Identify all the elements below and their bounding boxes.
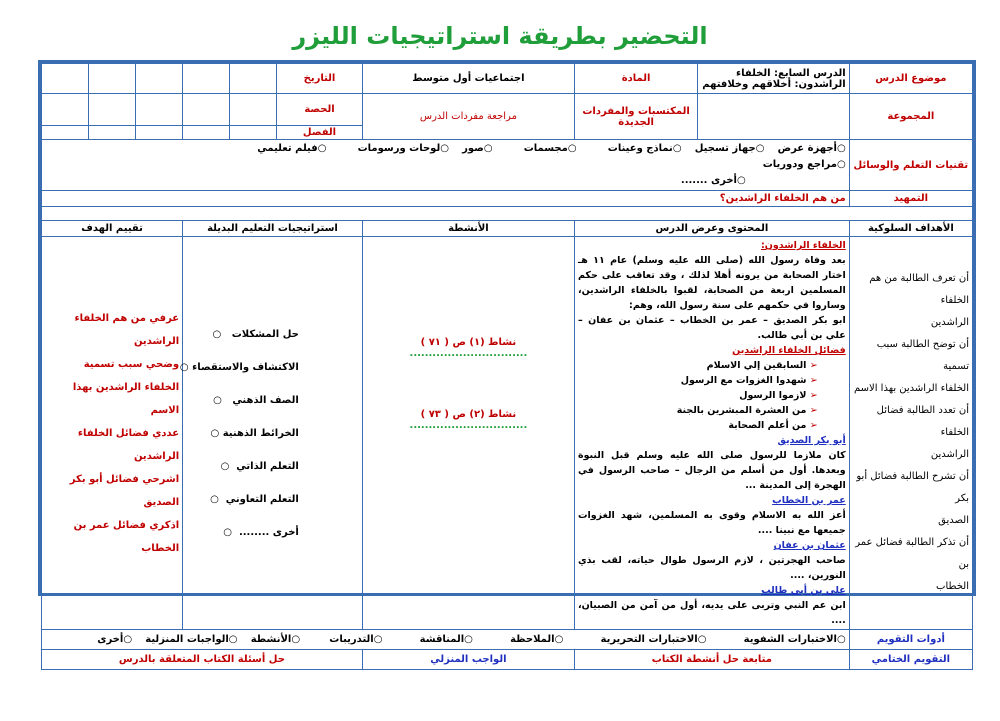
assessment-option[interactable]: ○الملاحظة (510, 634, 564, 645)
activities-cell (362, 237, 574, 630)
evaluation-line: عددي فضائل الخلفاء (77, 427, 180, 439)
col-activities: الأنشطة (362, 221, 574, 237)
intro-value: من هم الخلفاء الراشدين؟ (42, 191, 850, 207)
omar-title: عمر بن الخطاب (772, 495, 846, 506)
objective-line: الخلفاء الراشدين بهذا الاسم (853, 383, 969, 394)
strategy-option[interactable]: التعلم التعاوني ○ (210, 493, 299, 505)
virtue-item: ➢ من أعلم الصحابة (578, 418, 818, 433)
period-label: الحصة (277, 94, 363, 126)
objective-line: أن توضح الطالبة سبب تسمية (876, 339, 969, 372)
objective-line: الصديق (938, 515, 969, 526)
vocab-label: المكتسبات والمفردات الجديدة (574, 94, 697, 140)
assessment-option[interactable]: ○الأنشطة (250, 634, 301, 645)
othman-text: صاحب الهجرتين ، لازم الرسول طوال حياته، لقب بذي النورين، .... (577, 555, 846, 581)
tools-options (42, 140, 850, 191)
virtue-item: ➢ السابقين إلي الاسلام (578, 358, 818, 373)
strategy-option[interactable]: الاكتشاف والاستقصاء ○ (179, 361, 299, 373)
evaluation-cell (42, 237, 183, 630)
content-names: ابو بكر الصديق – عمر بن الخطاب – عثمان بن عفان – علي بن أبي طالب. (577, 315, 846, 341)
assessment-option[interactable]: ○أخرى (97, 634, 133, 645)
abubakr-text: كان ملازما للرسول صلى الله عليه وسلم قبل النبوة وبعدها. أول من أسلم من الرجال – صاحب الرسول في الهجرة إلى المدينة ... (577, 450, 846, 491)
objectives-cell (849, 237, 972, 630)
final-follow: متابعة حل أنشطة الكتاب (574, 650, 849, 670)
tool-option[interactable]: ○أخرى ....... (680, 175, 746, 186)
vocab-value: مراجعة مفردات الدرس (362, 94, 574, 140)
tools-label: تقنيات التعلم والوسائل (849, 140, 972, 191)
objective-line: الخطاب (936, 581, 969, 592)
virtues-list (578, 358, 846, 433)
assessment-option[interactable]: ○الاختبارات الشفوية (743, 634, 846, 645)
group-label: المجموعة (849, 94, 972, 140)
homework-label: الواجب المنزلي (362, 650, 574, 670)
content-cell (574, 237, 849, 630)
othman-title: عثمان بن عفان (773, 540, 846, 551)
col-objectives: الأهداف السلوكية (849, 221, 972, 237)
strategy-option[interactable]: التعلم الذاتي ○ (220, 460, 299, 472)
objective-line: أن تعدد الطالبة فضائل الخلفاء (876, 405, 969, 438)
class-label: الفصل (277, 126, 363, 140)
strategy-option[interactable]: الصف الذهني ○ (213, 394, 299, 406)
subject-label: المادة (574, 64, 697, 94)
tool-option[interactable]: ○جهاز تسجيل (694, 143, 765, 154)
final-book: حل أسئلة الكتاب المتعلقة بالدرس (42, 650, 363, 670)
objective-line: الراشدين (930, 449, 969, 460)
tool-option[interactable]: ○صور (462, 143, 493, 154)
assessment-tools-options (42, 630, 850, 650)
activity-label: نشاط (١) ص ( ٧١ ) (420, 337, 517, 348)
evaluation-line: وضحي سبب تسمية (83, 358, 180, 370)
virtue-item: ➢ من العشرة المبشرين بالجنة (578, 403, 818, 418)
evaluation-line: الصديق (143, 496, 180, 508)
lesson-topic-label: موضوع الدرس (849, 64, 972, 94)
strategy-option[interactable]: أخرى ........ ○ (223, 526, 299, 538)
ali-title: علي بن أبي طالب (761, 585, 846, 596)
objective-line: أن تشرح الطالبة فضائل أبو بكر (856, 471, 969, 504)
virtue-item: ➢ لازموا الرسول (578, 388, 818, 403)
final-label: التقويم الختامي (849, 650, 972, 670)
assessment-option[interactable]: ○الواجبات المنزلية (145, 634, 238, 645)
tool-option[interactable]: ○مجسمات (523, 143, 577, 154)
col-content: المحتوى وعرض الدرس (574, 221, 849, 237)
activity-dots: ............................... (409, 420, 528, 431)
tool-option[interactable]: ○فيلم تعليمي (257, 143, 327, 154)
omar-text: أعز الله به الاسلام وقوى به المسلمين، شهد الغزوات جميعها مع نبينا .... (577, 510, 846, 536)
objective-line: أن تذكر الطالبة فضائل عمر بن (855, 537, 969, 570)
content-intro: بعد وفاة رسول الله (صلى الله عليه وسلم) عام ١١ هـ اختار الصحابة من يرونه أهلا لذلك ، وقد تعاقب على حكم المسلمين اربعة من الصحابة، لقبوا بالخلفاء الراشدين، وساروا في حكمهم على سنة رسول الله، وهم: (577, 255, 846, 311)
evaluation-line: الخطاب (141, 542, 180, 554)
strategies-cell (179, 237, 363, 630)
strategy-option[interactable]: الخرائط الذهنية ○ (210, 427, 299, 439)
virtues-heading: فضائل الخلفاء الراشدين (732, 345, 846, 356)
tool-option[interactable]: ○لوحات ورسومات (357, 143, 449, 154)
activity-label: نشاط (٢) ص ( ٧٣ ) (420, 409, 517, 420)
tool-option[interactable]: ○نماذج وعينات (607, 143, 682, 154)
subject-value: اجتماعيات أول متوسط (362, 64, 574, 94)
virtue-item: ➢ شهدوا الغزوات مع الرسول (578, 373, 818, 388)
assessment-tools-label: أدوات التقويم (849, 630, 972, 650)
content-heading: الخلفاء الراشدون: (760, 240, 846, 251)
evaluation-line: الراشدين (133, 335, 180, 347)
lesson-topic-value: الدرس السابع: الخلفاء الراشدون: أخلاقهم وخلافتهم (698, 64, 849, 94)
col-evaluation: تقييم الهدف (42, 221, 183, 237)
assessment-option[interactable]: ○الاختبارات التحريرية (600, 634, 707, 645)
ali-text: ابن عم النبي وتربى على يديه، أول من آمن من الصبيان، .... (577, 600, 846, 626)
evaluation-line: الخلفاء الراشدين بهذا (72, 381, 180, 393)
evaluation-line: الاسم (150, 404, 180, 416)
evaluation-line: اشرحي فضائل أبو بكر (69, 473, 180, 485)
intro-label: التمهيد (849, 191, 972, 207)
assessment-option[interactable]: ○المناقشة (419, 634, 473, 645)
evaluation-line: عرفي من هم الخلفاء (74, 312, 180, 324)
col-strategies: استراتيجيات التعليم البديلة (183, 221, 363, 237)
tool-option[interactable]: ○مراجع ودوريات (762, 159, 846, 170)
page-title: التحضير بطريقة استراتيجيات الليزر (292, 22, 708, 50)
evaluation-line: اذكري فضائل عمر بن (73, 519, 180, 531)
objective-line: الراشدين (930, 317, 969, 328)
strategy-option[interactable]: حل المشكلات ○ (212, 328, 299, 340)
tool-option[interactable]: ○أجهزة عرض (777, 143, 846, 154)
abubakr-title: أبو بكر الصديق (777, 435, 846, 446)
evaluation-line: الراشدين (133, 450, 180, 462)
lesson-plan-table (38, 60, 976, 665)
assessment-option[interactable]: ○التدريبات (329, 634, 383, 645)
activity-dots: ............................... (409, 348, 528, 359)
date-label: التاريخ (277, 64, 363, 94)
objective-line: أن تعرف الطالبة من هم الخلفاء (869, 273, 969, 306)
